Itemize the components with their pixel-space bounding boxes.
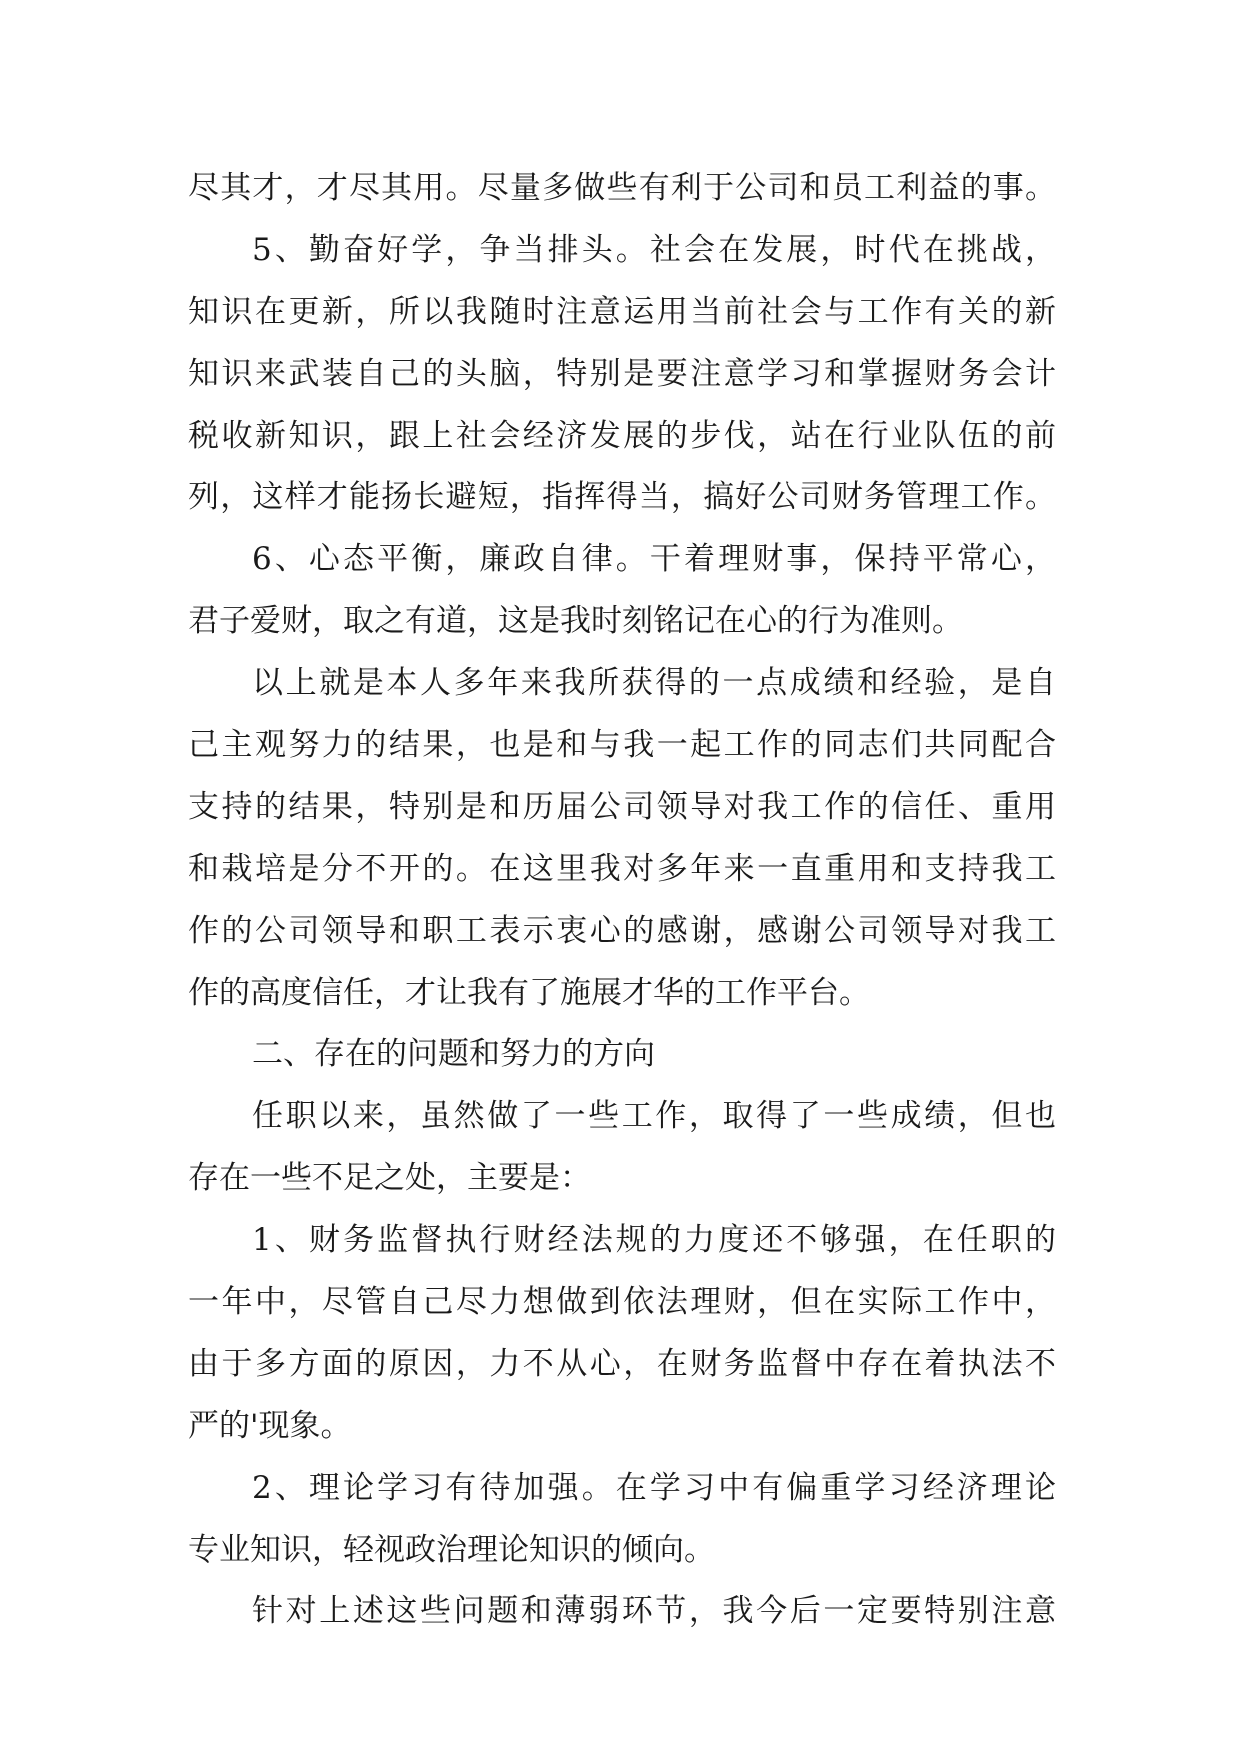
text-line: 作的公司领导和职工表示衷心的感谢，感谢公司领导对我工 [188, 912, 1056, 949]
text-line: 列，这样才能扬长避短，指挥得当，搞好公司财务管理工作。 [188, 479, 1056, 516]
text-line: 针对上述这些问题和薄弱环节，我今后一定要特别注意 [252, 1593, 1056, 1630]
text-line: 尽其才，才尽其用。尽量多做些有利于公司和员工利益的事。 [188, 170, 1056, 206]
text-line: 作的高度信任，才让我有了施展才华的工作平台。 [188, 974, 870, 1011]
text-line: 严的'现象。 [188, 1407, 352, 1444]
text-line: 税收新知识，跟上社会经济发展的步伐，站在行业队伍的前 [188, 417, 1056, 454]
text-line: 和栽培是分不开的。在这里我对多年来一直重用和支持我工 [188, 850, 1056, 887]
text-line: 存在一些不足之处，主要是： [188, 1160, 591, 1197]
text-line: 知识来武装自己的头脑，特别是要注意学习和掌握财务会计 [188, 355, 1056, 392]
text-line: 以上就是本人多年来我所获得的一点成绩和经验，是自 [252, 665, 1056, 702]
text-line: 支持的结果，特别是和历届公司领导对我工作的信任、重用 [188, 788, 1056, 825]
text-line: 专业知识，轻视政治理论知识的倾向。 [188, 1531, 715, 1568]
text-line: 二、存在的问题和努力的方向 [252, 1036, 655, 1073]
text-line: 1、财务监督执行财经法规的力度还不够强，在任职的 [252, 1222, 1056, 1259]
text-line: 君子爱财，取之有道，这是我时刻铭记在心的行为准则。 [188, 603, 963, 640]
text-line: 己主观努力的结果，也是和与我一起工作的同志们共同配合 [188, 727, 1056, 764]
text-line: 2、理论学习有待加强。在学习中有偏重学习经济理论 [252, 1469, 1056, 1506]
text-line: 由于多方面的原因，力不从心，在财务监督中存在着执法不 [188, 1345, 1056, 1382]
text-line: 任职以来，虽然做了一些工作，取得了一些成绩，但也 [252, 1098, 1056, 1135]
text-line: 5、勤奋好学，争当排头。社会在发展，时代在挑战， [252, 231, 1056, 268]
text-line: 6、心态平衡，廉政自律。干着理财事，保持平常心， [252, 541, 1056, 578]
document-body [188, 158, 1056, 1643]
text-line: 一年中，尽管自己尽力想做到依法理财，但在实际工作中， [188, 1284, 1056, 1321]
text-line: 知识在更新，所以我随时注意运用当前社会与工作有关的新 [188, 293, 1056, 330]
